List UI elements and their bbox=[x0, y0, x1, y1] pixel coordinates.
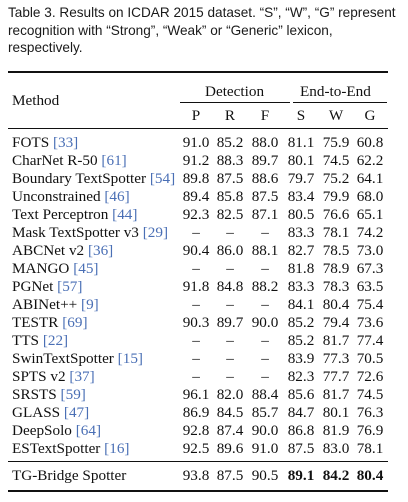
w-value: 77.7 bbox=[322, 368, 350, 385]
s-value: 83.3 bbox=[287, 278, 315, 295]
table-row-method bbox=[12, 441, 129, 457]
method-name: TTS bbox=[12, 332, 40, 349]
w-value: 75.2 bbox=[322, 170, 350, 187]
citation-link[interactable]: [36] bbox=[87, 242, 114, 259]
g-value: 75.4 bbox=[356, 296, 384, 313]
detection-header: Detection bbox=[205, 83, 265, 100]
s-value: 85.6 bbox=[287, 386, 315, 403]
final-w-value: 84.2 bbox=[322, 467, 350, 484]
p-value: 92.5 bbox=[182, 440, 210, 457]
final-row-method: TG-Bridge Spotter bbox=[12, 467, 127, 484]
g-value: 64.1 bbox=[356, 170, 384, 187]
f-value: 88.0 bbox=[251, 134, 279, 151]
f-value: 90.0 bbox=[251, 314, 279, 331]
citation-link[interactable]: [44] bbox=[112, 206, 138, 223]
s-value: 80.5 bbox=[287, 206, 315, 223]
final-f-value: 90.5 bbox=[251, 467, 279, 484]
p-value: – bbox=[192, 224, 200, 241]
p-value: 89.4 bbox=[182, 188, 210, 205]
header-p: P bbox=[191, 107, 201, 124]
f-value: 89.7 bbox=[251, 152, 279, 169]
s-value: 81.8 bbox=[287, 260, 315, 277]
g-value: 77.4 bbox=[356, 332, 384, 349]
method-name: PGNet bbox=[12, 278, 54, 295]
p-value: – bbox=[192, 260, 200, 277]
r-value: – bbox=[226, 224, 234, 241]
p-value: 86.9 bbox=[182, 404, 210, 421]
f-value: – bbox=[261, 332, 269, 349]
citation-link[interactable]: [15] bbox=[117, 350, 143, 367]
r-value: – bbox=[226, 260, 234, 277]
p-value: 92.3 bbox=[182, 206, 210, 223]
w-value: 74.5 bbox=[322, 152, 350, 169]
g-value: 68.0 bbox=[356, 188, 384, 205]
r-value: 86.0 bbox=[216, 242, 244, 259]
g-value: 73.0 bbox=[356, 242, 384, 259]
method-name: DeepSolo bbox=[12, 422, 72, 439]
f-value: 87.1 bbox=[251, 206, 279, 223]
r-value: 89.7 bbox=[216, 314, 244, 331]
s-value: 82.3 bbox=[287, 368, 315, 385]
table-row-method bbox=[12, 387, 86, 403]
r-value: 87.4 bbox=[216, 422, 244, 439]
citation-link[interactable]: [45] bbox=[73, 260, 99, 277]
method-name: Text Perceptron bbox=[12, 206, 109, 223]
g-value: 62.2 bbox=[356, 152, 384, 169]
f-value: – bbox=[261, 224, 269, 241]
method-name: FOTS bbox=[12, 134, 50, 151]
r-value: – bbox=[226, 350, 234, 367]
g-value: 65.1 bbox=[356, 206, 384, 223]
p-value: 91.0 bbox=[182, 134, 210, 151]
table-row-method bbox=[12, 297, 99, 313]
f-value: 88.2 bbox=[251, 278, 279, 295]
table-row-method bbox=[12, 279, 82, 295]
header-g: G bbox=[364, 107, 376, 124]
citation-link[interactable]: [64] bbox=[75, 422, 102, 439]
table-row-method bbox=[12, 225, 168, 241]
w-value: 80.1 bbox=[322, 404, 350, 421]
method-header: Method bbox=[12, 92, 60, 109]
g-value: 73.6 bbox=[356, 314, 384, 331]
w-value: 81.7 bbox=[322, 332, 350, 349]
s-value: 83.9 bbox=[287, 350, 315, 367]
f-value: – bbox=[261, 296, 269, 313]
method-name: Boundary TextSpotter bbox=[12, 170, 147, 187]
w-value: 81.7 bbox=[322, 386, 350, 403]
final-s-value: 89.1 bbox=[287, 467, 315, 484]
s-value: 79.7 bbox=[287, 170, 315, 187]
r-value: – bbox=[226, 296, 234, 313]
r-value: 84.8 bbox=[216, 278, 244, 295]
end-to-end-underline bbox=[293, 102, 387, 103]
table-row-method bbox=[12, 333, 68, 349]
s-value: 82.7 bbox=[287, 242, 315, 259]
header-s: S bbox=[296, 107, 306, 124]
f-value: – bbox=[261, 350, 269, 367]
f-value: 90.0 bbox=[251, 422, 279, 439]
r-value: 89.6 bbox=[216, 440, 244, 457]
method-name: SwinTextSpotter bbox=[12, 350, 114, 367]
g-value: 74.2 bbox=[356, 224, 384, 241]
citation-link[interactable]: [16] bbox=[104, 440, 130, 457]
g-value: 76.9 bbox=[356, 422, 384, 439]
table-row-method bbox=[12, 207, 137, 223]
table-row-method bbox=[12, 405, 89, 421]
table-row-method bbox=[12, 135, 78, 151]
s-value: 86.8 bbox=[287, 422, 315, 439]
f-value: 87.5 bbox=[251, 188, 279, 205]
r-value: 87.5 bbox=[216, 170, 244, 187]
table-caption: Table 3. Results on ICDAR 2015 dataset. “S”, “W”, “G” represent recognition with “Strong”, “Weak” or “Generic” lexicon, respectively. bbox=[8, 5, 396, 55]
table-row-method bbox=[12, 153, 127, 169]
header-r: R bbox=[224, 107, 236, 124]
g-value: 72.6 bbox=[356, 368, 384, 385]
p-value: 91.2 bbox=[182, 152, 210, 169]
w-value: 78.9 bbox=[322, 260, 350, 277]
w-value: 78.1 bbox=[322, 224, 350, 241]
r-value: 88.3 bbox=[216, 152, 244, 169]
s-value: 81.1 bbox=[287, 134, 315, 151]
r-value: 82.5 bbox=[216, 206, 244, 223]
f-value: – bbox=[261, 368, 269, 385]
final-g-value: 80.4 bbox=[356, 467, 384, 484]
p-value: – bbox=[192, 350, 200, 367]
final-p-value: 93.8 bbox=[182, 467, 210, 484]
g-value: 78.1 bbox=[356, 440, 384, 457]
g-value: 60.8 bbox=[356, 134, 384, 151]
w-value: 78.3 bbox=[322, 278, 350, 295]
detection-underline bbox=[180, 102, 290, 103]
f-value: 88.4 bbox=[251, 386, 279, 403]
p-value: 90.4 bbox=[182, 242, 210, 259]
w-value: 81.9 bbox=[322, 422, 350, 439]
table-row-method bbox=[12, 261, 99, 277]
citation-link[interactable]: [59] bbox=[60, 386, 86, 403]
method-name: SPTS v2 bbox=[12, 368, 66, 385]
s-value: 84.1 bbox=[287, 296, 315, 313]
g-value: 74.5 bbox=[356, 386, 384, 403]
s-value: 85.2 bbox=[287, 332, 315, 349]
top-rule bbox=[8, 71, 388, 73]
r-value: – bbox=[226, 368, 234, 385]
r-value: 85.8 bbox=[216, 188, 244, 205]
method-name: SRSTS bbox=[12, 386, 57, 403]
p-value: 91.8 bbox=[182, 278, 210, 295]
header-rule bbox=[8, 128, 388, 129]
w-value: 78.5 bbox=[322, 242, 350, 259]
f-value: – bbox=[261, 260, 269, 277]
table-row-method bbox=[12, 189, 130, 205]
citation-link[interactable]: [22] bbox=[42, 332, 69, 349]
table-row-method bbox=[12, 315, 88, 331]
f-value: 85.7 bbox=[251, 404, 279, 421]
s-value: 80.1 bbox=[287, 152, 315, 169]
final-r-value: 87.5 bbox=[216, 467, 244, 484]
f-value: 91.0 bbox=[251, 440, 279, 457]
method-name: CharNet R-50 bbox=[12, 152, 98, 169]
g-value: 70.5 bbox=[356, 350, 384, 367]
p-value: – bbox=[192, 368, 200, 385]
w-value: 75.9 bbox=[322, 134, 350, 151]
s-value: 85.2 bbox=[287, 314, 315, 331]
table-row-method bbox=[12, 171, 175, 187]
table-row-method bbox=[12, 369, 95, 385]
p-value: – bbox=[192, 296, 200, 313]
citation-link[interactable]: [69] bbox=[62, 314, 88, 331]
method-name: Mask TextSpotter v3 bbox=[12, 224, 139, 241]
table-row-method bbox=[12, 243, 113, 259]
header-w: W bbox=[328, 107, 344, 124]
p-value: 90.3 bbox=[182, 314, 210, 331]
g-value: 67.3 bbox=[356, 260, 384, 277]
citation-link[interactable]: [61] bbox=[101, 152, 127, 169]
citation-link[interactable]: [46] bbox=[104, 188, 130, 205]
method-name: ABCNet v2 bbox=[12, 242, 85, 259]
end-to-end-header: End-to-End bbox=[300, 83, 371, 100]
table-row-method bbox=[12, 423, 101, 439]
citation-link[interactable]: [9] bbox=[81, 296, 99, 313]
citation-link[interactable]: [54] bbox=[149, 170, 176, 187]
f-value: 88.1 bbox=[251, 242, 279, 259]
p-value: 96.1 bbox=[182, 386, 210, 403]
method-name: GLASS bbox=[12, 404, 61, 421]
r-value: 85.2 bbox=[216, 134, 244, 151]
w-value: 76.6 bbox=[322, 206, 350, 223]
method-name: TESTR bbox=[12, 314, 59, 331]
w-value: 79.4 bbox=[322, 314, 350, 331]
table-row-method bbox=[12, 351, 143, 367]
g-value: 63.5 bbox=[356, 278, 384, 295]
r-value: – bbox=[226, 332, 234, 349]
s-value: 84.7 bbox=[287, 404, 315, 421]
citation-link[interactable]: [33] bbox=[52, 134, 79, 151]
method-name: Unconstrained bbox=[12, 188, 101, 205]
r-value: 82.0 bbox=[216, 386, 244, 403]
r-value: 84.5 bbox=[216, 404, 244, 421]
citation-link[interactable]: [57] bbox=[57, 278, 83, 295]
bottom-rule bbox=[8, 490, 388, 492]
p-value: 92.8 bbox=[182, 422, 210, 439]
s-value: 83.3 bbox=[287, 224, 315, 241]
w-value: 83.0 bbox=[322, 440, 350, 457]
method-name: ABINet++ bbox=[12, 296, 78, 313]
method-name: ESTextSpotter bbox=[12, 440, 101, 457]
w-value: 79.9 bbox=[322, 188, 350, 205]
s-value: 83.4 bbox=[287, 188, 315, 205]
method-name: MANGO bbox=[12, 260, 70, 277]
g-value: 76.3 bbox=[356, 404, 384, 421]
citation-link[interactable]: [47] bbox=[63, 404, 90, 421]
citation-link[interactable]: [29] bbox=[142, 224, 169, 241]
final-row-top-rule bbox=[8, 461, 388, 462]
header-f: F bbox=[260, 107, 270, 124]
w-value: 80.4 bbox=[322, 296, 350, 313]
citation-link[interactable]: [37] bbox=[69, 368, 95, 385]
w-value: 77.3 bbox=[322, 350, 350, 367]
p-value: – bbox=[192, 332, 200, 349]
s-value: 87.5 bbox=[287, 440, 315, 457]
f-value: 88.6 bbox=[251, 170, 279, 187]
p-value: 89.8 bbox=[182, 170, 210, 187]
